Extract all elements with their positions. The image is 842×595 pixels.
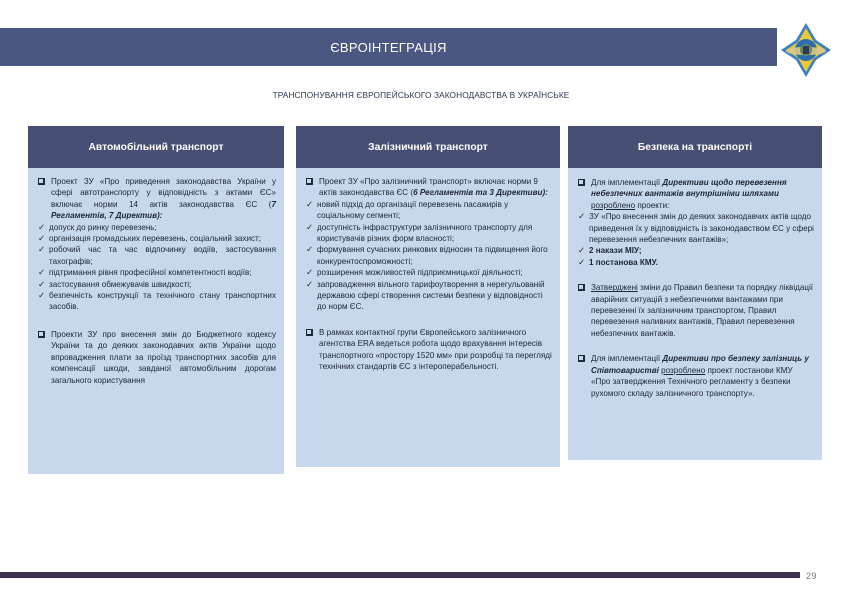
list-item: ✓ безпечність конструкції та технічного стану транспортних засобів. <box>38 290 276 312</box>
list-item: ✓ ЗУ «Про внесення змін до деяких законодавчих актів щодо приведення їх у відповідність із законодавством ЄС у сфері перевезення небезпечних вантажів»; <box>578 211 814 245</box>
footer-bar <box>0 572 800 578</box>
title-band <box>0 28 777 66</box>
content-block <box>306 327 552 373</box>
page-title: ЄВРОІНТЕГРАЦІЯ <box>330 39 447 55</box>
column-heading: Залізничний транспорт <box>296 126 560 168</box>
square-bullet-icon <box>578 179 585 186</box>
section-subtitle: ТРАНСПОНУВАННЯ ЄВРОПЕЙСЬКОГО ЗАКОНОДАВСТВА В УКРАЇНСЬКЕ <box>272 90 570 100</box>
content-block <box>578 282 814 339</box>
list-item: ✓ підтримання рівня професійної компетентності водіїв; <box>38 267 252 278</box>
ministry-emblem-icon <box>780 22 832 78</box>
square-bullet-icon <box>38 331 45 338</box>
check-icon: ✓ <box>306 221 314 232</box>
check-icon: ✓ <box>306 267 314 278</box>
check-icon: ✓ <box>38 221 46 232</box>
check-icon: ✓ <box>578 245 586 256</box>
list-item: ✓ допуск до ринку перевезень; <box>38 221 157 232</box>
content-block <box>38 329 276 386</box>
column-heading: Безпека на транспорті <box>568 126 822 168</box>
column-body <box>296 168 560 467</box>
check-icon: ✓ <box>38 244 46 255</box>
check-icon: ✓ <box>306 244 314 255</box>
page-number: 29 <box>806 571 818 581</box>
square-bullet-icon <box>306 178 313 185</box>
check-icon: ✓ <box>38 233 46 244</box>
column-transport-safety <box>568 126 822 460</box>
check-icon: ✓ <box>578 211 586 222</box>
list-item: Проект ЗУ «Про залізничний транспорт» включає норми 9 актів законодавства ЄС (6 Регламентів та 3 Директиви): <box>306 176 552 199</box>
list-item: Для імплементації Директиви про безпеку залізниць у Співтоваристві розроблено проект постанови КМУ «Про затвердження Технічного регламенту з безпеки рухомого складу залізничного транспорту». <box>578 353 814 399</box>
list-item: ✓ розширення можливостей підприємницької діяльності; <box>306 267 523 278</box>
content-block <box>578 177 814 268</box>
column-heading: Автомобільний транспорт <box>28 126 284 168</box>
list-item: ✓ 1 постанова КМУ. <box>578 256 658 267</box>
square-bullet-icon <box>306 329 313 336</box>
list-item: ✓ доступність інфраструктури залізничного транспорту для користувачів різних форм власності; <box>306 221 533 244</box>
list-item: ✓ робочий час та час відпочинку водіїв, застосування тахографів; <box>38 244 276 266</box>
check-icon: ✓ <box>578 256 586 267</box>
column-body <box>28 168 284 474</box>
column-rail-transport <box>296 126 560 467</box>
list-item: Для імплементації Директиви щодо перевезення небезпечних вантажів внутрішніми шляхами розроблено проекти: <box>578 177 814 211</box>
check-icon: ✓ <box>306 198 314 209</box>
list-item: ✓ запровадження вільного тарифоутворення в нерегульованій державою сфері створення системи безпеки у відповідності до норм ЄС. <box>306 278 545 312</box>
square-bullet-icon <box>578 355 585 362</box>
square-bullet-icon <box>578 284 585 291</box>
list-item: Проекти ЗУ про внесення змін до Бюджетного кодексу України та до деяких законодавчих актів України щодо впровадження плати за проїзд транспортних засобів для компенсації шкоди, завданої автомобільним дорогам загального користування <box>38 329 276 386</box>
list-item: В рамках контактної групи Європейського залізничного агентства ERA ведеться робота щодо врахування інтересів транспортного «простору 1520 мм» при розробці та перегляді технічних стандартів ЄС з інтероперабельності. <box>306 327 552 373</box>
check-icon: ✓ <box>38 290 46 301</box>
list-item: ✓ формування сучасних ринкових відносин та підвищення його конкурентоспроможності; <box>306 244 548 266</box>
list-item: ✓ новий підхід до організації перевезень пасажирів у соціальному сегменті; <box>306 198 509 221</box>
column-body <box>568 168 822 460</box>
list-item: ✓ застосування обмежувачів швидкості; <box>38 278 192 289</box>
square-bullet-icon <box>38 178 45 185</box>
list-item: Проект ЗУ «Про приведення законодавства України у сфері автотранспорту у відповідність з актами ЄС» включає норми 14 актів законодавства ЄС (7 Регламентів, 7 Директив): <box>38 176 276 222</box>
list-item: Затверджені зміни до Правил безпеки та порядку ліквідації аварійних ситуацій з небезпечними вантажами при перевезенні їх залізничним транспортом, Правил перевезення наливних вантажів, Правил перевезення небезпечних вантажів. <box>578 282 814 339</box>
check-icon: ✓ <box>306 278 314 289</box>
list-item: ✓ 2 накази МІУ; <box>578 245 642 256</box>
content-block <box>306 176 552 313</box>
check-icon: ✓ <box>38 278 46 289</box>
content-block <box>578 353 814 399</box>
column-road-transport <box>28 126 284 474</box>
content-block <box>38 176 276 313</box>
check-icon: ✓ <box>38 267 46 278</box>
list-item: ✓ організація громадських перевезень, соціальний захист; <box>38 233 261 244</box>
